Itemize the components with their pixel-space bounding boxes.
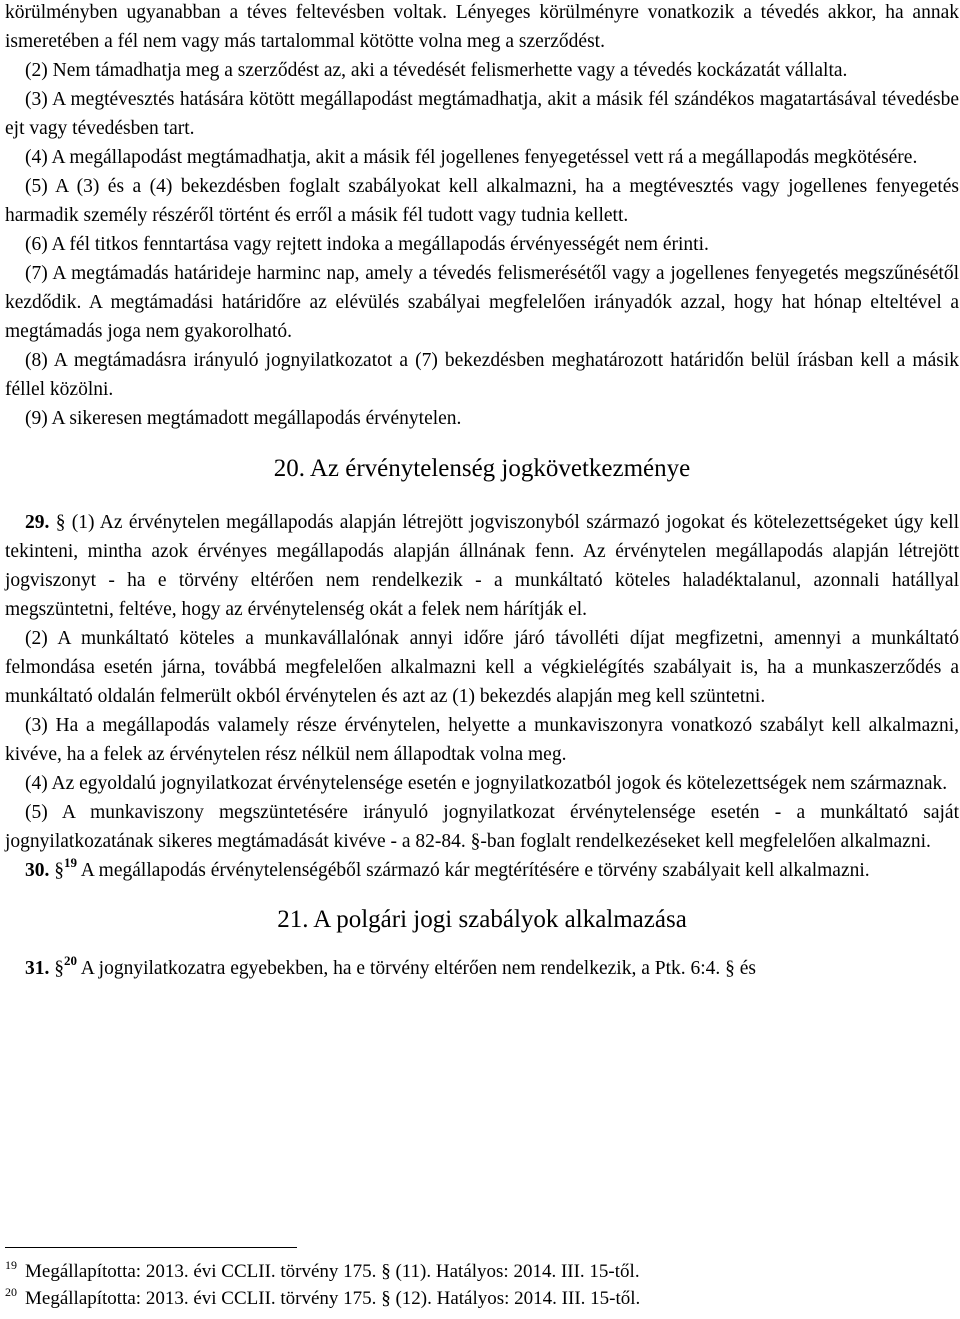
section-29-paragraph-5 [5, 798, 959, 856]
paragraph-2: (2) Nem támadhatja meg a szerződést az, aki a tévedését felismerhette vagy a tévedés kockázatát vállalta. [25, 60, 848, 81]
paragraph-4: (4) A megállapodást megtámadhatja, akit a másik fél jogellenes fenyegetéssel vett rá a megállapodás megkötésére. [25, 147, 918, 168]
paragraph-6: (6) A fél titkos fenntartása vagy rejtett indoka a megállapodás érvényességét nem érinti. [25, 234, 709, 255]
footnote-20-before: Megállapította: 2013. évi CCLII. törvény 175. [25, 1288, 382, 1309]
heading-21: 21. A polgári jogi szabályok alkalmazása [277, 906, 687, 933]
section-31-tail: és [734, 958, 757, 979]
paragraph-5: (5) A (3) és a (4) bekezdésben foglalt szabályokat kell alkalmazni, ha a megtévesztés vagy jogellenes fenyegetés harmadik személy részéről történt és erről a másik fél tudott vagy tudnia kellett. [5, 176, 959, 226]
footnote-20-number: 20 [5, 1285, 17, 1299]
footnote-20-sign: § [381, 1288, 391, 1309]
section-29-paragraph-4: (4) Az egyoldalú jognyilatkozat érvénytelensége esetén e jognyilatkozatból jogok és kötelezettségek nem származnak. [25, 773, 948, 794]
paragraph-continuation: körülményben ugyanabban a téves feltevésben voltak. Lényeges körülményre vonatkozik a tévedés akkor, ha annak ismeretében a fél nem vagy más tartalommal kötötte volna meg a szerződést. [5, 2, 959, 52]
section-29-paragraph-5-sign: § [470, 831, 481, 852]
section-29-sign: § [55, 512, 66, 533]
footnote-19 [5, 1257, 959, 1286]
footnote-ref-19[interactable]: 19 [64, 855, 77, 870]
section-29 [5, 508, 959, 624]
heading-20: 20. Az érvénytelenség jogkövetkezménye [273, 455, 691, 482]
section-29-text: (1) Az érvénytelen megállapodás alapján létrejött jogviszonyból származó jogokat és kötelezettségeket úgy kell tekinteni, mintha azok érvényes megállapodás alapján állnának fenn. Az érvénytelen megállapodás alapján létrejött jogviszonyt - ha e törvény eltérően nem rendelkezik - a munkáltató köteles haladéktalanul, azonnali hatállyal megszüntetni, feltéve, hogy az érvénytelenség okát a felek nem hárítják el. [5, 512, 960, 620]
footnote-19-number: 19 [5, 1258, 17, 1272]
paragraph-8: (8) A megtámadásra irányuló jognyilatkozatot a (7) bekezdésben meghatározott határidőn belül írásban kell a másik féllel közölni. [5, 350, 959, 400]
section-31-sign: § [54, 958, 64, 979]
footnote-divider [5, 1247, 297, 1248]
footnote-19-sign: § [381, 1261, 391, 1282]
footnote-19-before: Megállapította: 2013. évi CCLII. törvény 175. [25, 1261, 382, 1282]
section-29-paragraph-5-before: (5) A munkaviszony megszüntetésére irányuló jognyilatkozat érvénytelensége esetén - a munkáltató saját jognyilatkozatának sikeres megtámadását kivéve - a 82-84. [5, 802, 959, 852]
section-31-text: A jognyilatkozatra egyebekben, ha e törvény eltérően nem rendelkezik, a Ptk. 6:4. [77, 958, 726, 979]
section-31 [5, 954, 959, 983]
section-30-number: 30. [25, 860, 50, 881]
paragraph-7: (7) A megtámadás határideje harminc nap, amely a tévedés felismerésétől vagy a jogellenes fenyegetés megszűnésétől kezdődik. A megtámadási határidőre az elévülés szabályai megfelelően irányadók azzal, hogy hat hónap elteltével a megtámadás joga nem gyakorolható. [5, 263, 959, 342]
footnotes [5, 1257, 959, 1313]
section-29-number: 29. [25, 512, 50, 533]
section-29-paragraph-2: (2) A munkáltató köteles a munkavállalónak annyi időre járó távolléti díjat megfizetni, amennyi a munkáltató felmondása esetén járna, továbbá megfelelően alkalmazni kell a végkielégítés szabályait is, ha a munkaszerződés a munkáltató oldalán felmerült okból érvénytelen és azt az (1) bekezdés alapján meg kell szüntetni. [5, 628, 959, 707]
footnote-20 [5, 1284, 959, 1313]
paragraph-3: (3) A megtévesztés hatására kötött megállapodást megtámadhatja, akit a másik fél szándékos magatartásával tévedésbe ejt vagy tévedésben tart. [5, 89, 959, 139]
section-29-paragraph-5-after: -ban foglalt rendelkezéseket kell megfelelően alkalmazni. [480, 831, 931, 852]
section-31-number: 31. [25, 958, 50, 979]
footnote-19-after: (11). Hatályos: 2014. III. 15-től. [390, 1261, 640, 1282]
footnote-20-after: (12). Hatályos: 2014. III. 15-től. [390, 1288, 641, 1309]
paragraph-9: (9) A sikeresen megtámadott megállapodás érvénytelen. [25, 408, 462, 429]
footnote-ref-20[interactable]: 20 [64, 953, 77, 968]
section-30 [5, 856, 959, 885]
document-page [5, 0, 959, 983]
section-30-sign: § [54, 860, 64, 881]
section-31-sign-2: § [725, 958, 735, 979]
section-29-paragraph-3: (3) Ha a megállapodás valamely része érvénytelen, helyette a munkaviszonyra vonatkozó szabályt kell alkalmazni, kivéve, ha a felek az érvénytelen rész nélkül nem állapodtak volna meg. [5, 715, 959, 765]
section-30-text: A megállapodás érvénytelenségéből származó kár megtérítésére e törvény szabályait kell alkalmazni. [77, 860, 870, 881]
